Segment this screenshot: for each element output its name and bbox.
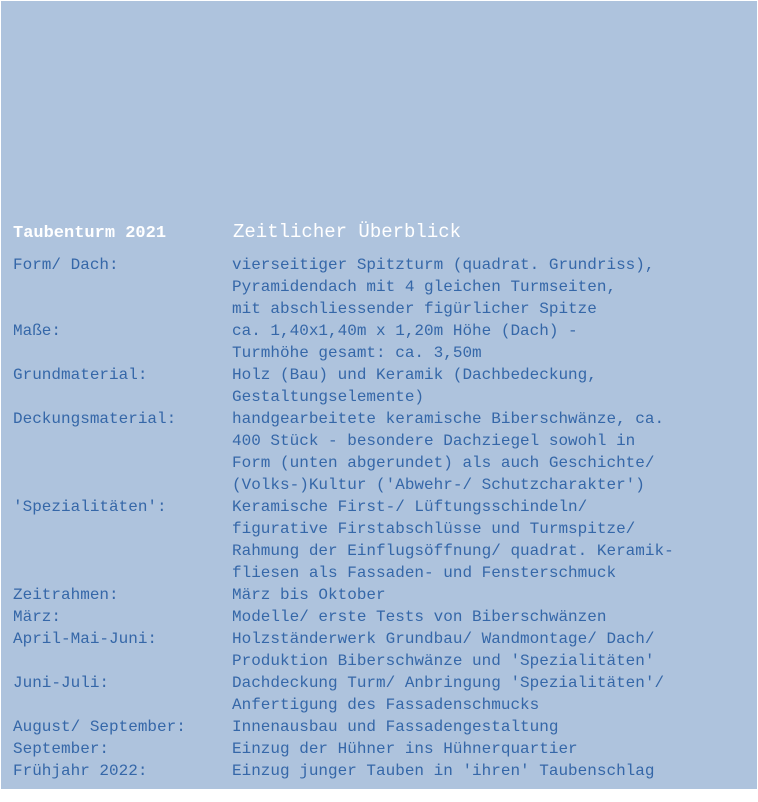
row-value-line: figurative Firstabschlüsse und Turmspitze/ xyxy=(232,520,636,538)
list-item xyxy=(13,672,753,716)
row-label: Zeitrahmen: xyxy=(13,586,119,604)
list-item xyxy=(13,584,753,606)
row-label: Maße: xyxy=(13,322,62,340)
row-value xyxy=(232,628,753,672)
header xyxy=(13,221,461,243)
row-value xyxy=(232,254,753,320)
row-label: April-Mai-Juni: xyxy=(13,630,158,648)
row-value-line: Form (unten abgerundet) als auch Geschichte/ xyxy=(232,454,655,472)
list-item xyxy=(13,628,753,672)
row-value-line: Rahmung der Einflugsöffnung/ quadrat. Keramik- xyxy=(232,542,674,560)
timeline-list xyxy=(13,254,753,782)
row-label: Deckungsmaterial: xyxy=(13,410,177,428)
row-value xyxy=(232,738,753,760)
row-label: Juni-Juli: xyxy=(13,674,110,692)
list-item xyxy=(13,408,753,496)
row-value xyxy=(232,672,753,716)
row-value-line: fliesen als Fassaden- und Fensterschmuck xyxy=(232,564,617,582)
list-item xyxy=(13,496,753,584)
row-value-line: Holzständerwerk Grundbau/ Wandmontage/ Dach/ xyxy=(232,630,655,648)
list-item xyxy=(13,320,753,364)
row-value-line: Einzug der Hühner ins Hühnerquartier xyxy=(232,740,578,758)
row-value xyxy=(232,716,753,738)
row-label: März: xyxy=(13,608,62,626)
list-item xyxy=(13,738,753,760)
list-item xyxy=(13,254,753,320)
row-value-line: Holz (Bau) und Keramik (Dachbedeckung, xyxy=(232,366,597,384)
row-value-line: Anfertigung des Fassadenschmucks xyxy=(232,696,540,714)
row-value-line: Dachdeckung Turm/ Anbringung 'Spezialitäten'/ xyxy=(232,674,665,692)
row-value-line: Innenausbau und Fassadengestaltung xyxy=(232,718,559,736)
list-item xyxy=(13,760,753,782)
list-item xyxy=(13,364,753,408)
row-value-line: Keramische First-/ Lüftungsschindeln/ xyxy=(232,498,588,516)
row-value-line: Pyramidendach mit 4 gleichen Turmseiten, xyxy=(232,278,617,296)
page-subtitle: Zeitlicher Überblick xyxy=(233,221,462,243)
row-value-line: Modelle/ erste Tests von Biberschwänzen xyxy=(232,608,607,626)
list-item xyxy=(13,606,753,628)
row-value-line: Einzug junger Tauben in 'ihren' Taubenschlag xyxy=(232,762,655,780)
row-label: Form/ Dach: xyxy=(13,256,119,274)
row-value-line: Produktion Biberschwänze und 'Spezialitäten' xyxy=(232,652,655,670)
row-value-line: ca. 1,40x1,40m x 1,20m Höhe (Dach) - xyxy=(232,322,578,340)
row-value-line: (Volks-)Kultur ('Abwehr-/ Schutzcharakter') xyxy=(232,476,645,494)
row-value xyxy=(232,760,753,782)
row-label: Frühjahr 2022: xyxy=(13,762,148,780)
row-label: Grundmaterial: xyxy=(13,366,148,384)
row-value-line: Gestaltungselemente) xyxy=(232,388,425,406)
row-label: August/ September: xyxy=(13,718,186,736)
list-item xyxy=(13,716,753,738)
page-title: Taubenturm 2021 xyxy=(13,224,167,243)
info-panel xyxy=(1,1,757,789)
row-value-line: handgearbeitete keramische Biberschwänze, ca. xyxy=(232,410,665,428)
row-value-line: vierseitiger Spitzturm (quadrat. Grundriss), xyxy=(232,256,655,274)
row-label: 'Spezialitäten': xyxy=(13,498,167,516)
row-value xyxy=(232,320,753,364)
row-value xyxy=(232,496,753,584)
row-value-line: März bis Oktober xyxy=(232,586,386,604)
row-value xyxy=(232,364,753,408)
row-value-line: 400 Stück - besondere Dachziegel sowohl in xyxy=(232,432,636,450)
row-value xyxy=(232,584,753,606)
row-label: September: xyxy=(13,740,110,758)
row-value-line: Turmhöhe gesamt: ca. 3,50m xyxy=(232,344,482,362)
row-value xyxy=(232,606,753,628)
row-value xyxy=(232,408,753,496)
row-value-line: mit abschliessender figürlicher Spitze xyxy=(232,300,597,318)
